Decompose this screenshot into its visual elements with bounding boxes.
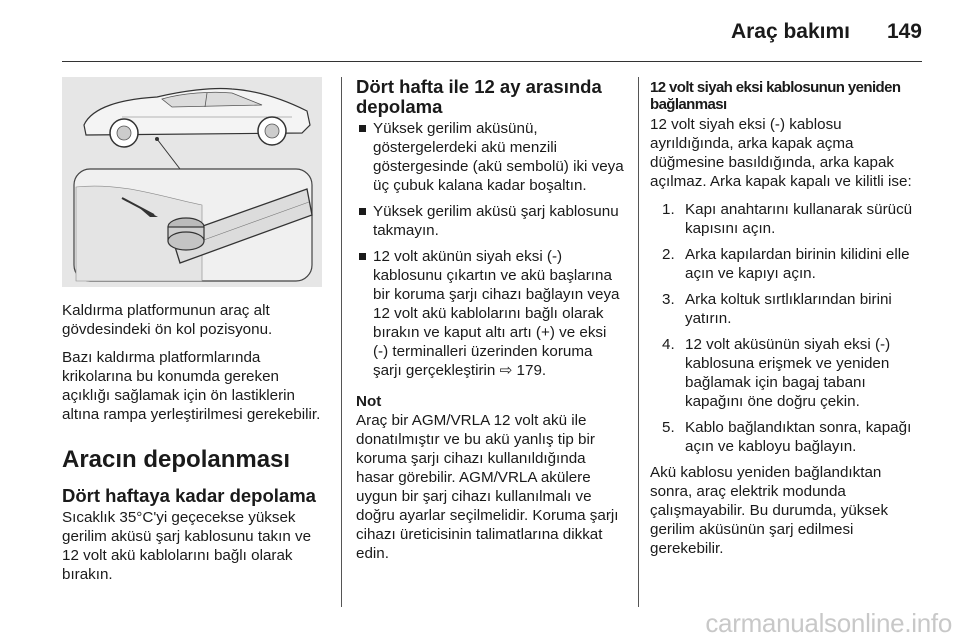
step-number: 5. — [662, 419, 675, 436]
column-left — [62, 301, 330, 593]
reconnect-steps — [650, 200, 922, 456]
list-item — [650, 418, 922, 456]
page-header — [62, 0, 922, 62]
subsection-title-short-storage: Dört haftaya kadar depolama — [62, 485, 316, 506]
step-text: Kapı anahtarını kullanarak sürücü kapısını açın. — [685, 201, 913, 237]
page-number: 149 — [886, 20, 922, 43]
step-number: 1. — [662, 201, 675, 218]
section-title: Aracın depolanması — [62, 446, 291, 473]
step-number: 2. — [662, 246, 675, 263]
figure-caption: Kaldırma platformunun araç alt gövdesindeki ön kol pozisyonu. — [62, 302, 273, 338]
car-lift-drawing — [62, 77, 322, 287]
list-item: Yüksek gerilim aküsü şarj kablosunu takmayın. — [356, 202, 624, 240]
step-text: Kablo bağlandıktan sonra, kapağı açın ve kabloyu bağlayın. — [685, 419, 912, 455]
column-divider-1 — [341, 77, 342, 607]
note-text: Araç bir AGM/VRLA 12 volt akü ile donatılmıştır ve bu akü yanlış tip bir koruma şarjı cihazı kullanıldığında hasar görebilir. AGM/VRLA akülere uygun bir şarj cihazı kullanılmalı ve doğru ayarlar seçilmelidir. Koruma şarjı cihazı üreticisinin talimatlarına dikkat edin. — [356, 412, 619, 562]
step-number: 3. — [662, 291, 675, 308]
storage-bullet-list — [356, 119, 624, 380]
step-text: Arka kapılardan birinin kilidini elle açın ve kapıyı açın. — [685, 246, 910, 282]
reconnect-intro: 12 volt siyah eksi (-) kablosu ayrıldığında, arka kapak açma düğmesine basıldığında, arka kapak açılmaz. Arka kapak kapalı ve kilitli ise: — [650, 116, 912, 190]
list-item: 12 volt akünün siyah eksi (-) kablosunu çıkartın ve akü başlarına bir koruma şarjı cihazı bağlayın veya 12 volt akü kablolarını bağlı olarak bırakın ve kaput altı artı (+) ve eksi (-) terminalleri üzerinden koruma şarjı gerçekleştirin ⇨ 179. — [356, 247, 624, 380]
lift-arm-illustration — [62, 77, 322, 287]
watermark: carmanualsonline.info — [705, 608, 952, 638]
subsection-title-long-storage: Dört hafta ile 12 ay arasında depolama — [356, 76, 602, 117]
note-title: Not — [356, 393, 382, 410]
list-item — [650, 290, 922, 328]
column-right — [650, 79, 922, 567]
reconnect-outro: Akü kablosu yeniden bağlandıktan sonra, araç elektrik modunda çalışmayabilir. Bu durumda, yüksek gerilim aküsünün şarj edilmesi gerekebilir. — [650, 464, 889, 557]
column-middle — [356, 77, 624, 572]
subsection-title-reconnect: 12 volt siyah eksi kablosunun yeniden bağlanması — [650, 79, 901, 113]
list-item: Yüksek gerilim aküsünü, göstergelerdeki akü menzili göstergesinde (akü sembolü) iki veya üç çubuk kalana kadar boşaltın. — [356, 119, 624, 195]
step-text: Arka koltuk sırtlıklarından birini yatırın. — [685, 291, 892, 327]
step-text: 12 volt aküsünün siyah eksi (-) kablosuna erişmek ve yeniden bağlamak için bagaj tabanı kapağını öne doğru çekin. — [685, 336, 891, 410]
list-item — [650, 245, 922, 283]
list-item — [650, 335, 922, 411]
step-number: 4. — [662, 336, 675, 353]
list-item — [650, 200, 922, 238]
header-title: Araç bakımı — [730, 20, 850, 43]
short-storage-paragraph: Sıcaklık 35°C'yi geçecekse yüksek gerilim aküsü şarj kablosunu takın ve 12 volt akü kablolarını bağlı olarak bırakın. — [62, 509, 312, 583]
column-divider-2 — [638, 77, 639, 607]
lift-paragraph: Bazı kaldırma platformlarında krikolarına bu konumda gereken açıklığı sağlamak için ön lastiklerin altına rampa yerleştirilmesi gerekebilir. — [62, 349, 321, 423]
